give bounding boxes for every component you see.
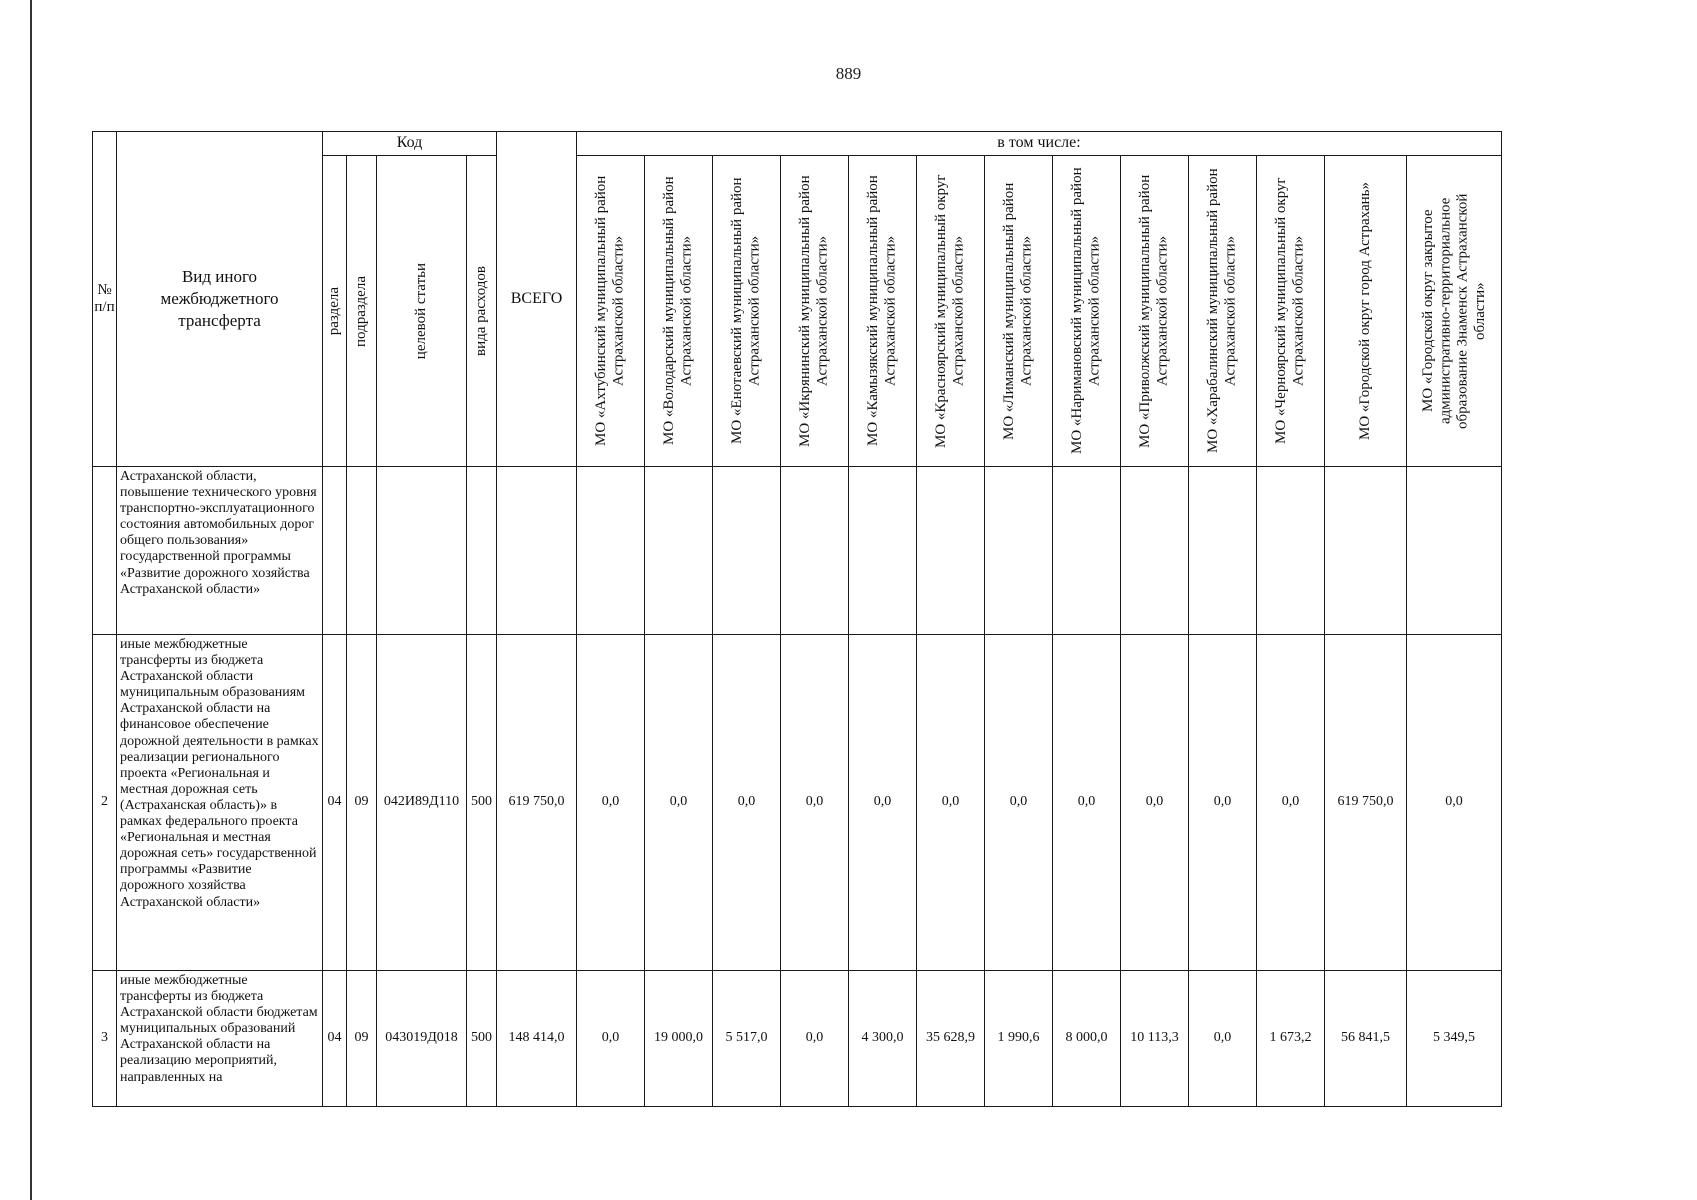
- cell-value: 0,0: [577, 635, 645, 971]
- row-num: 2: [93, 635, 117, 971]
- vid-label: вида расходов: [472, 266, 489, 356]
- cell-value: 10 113,3: [1121, 971, 1189, 1107]
- cell-total: [497, 467, 577, 635]
- col-header-razdel: [323, 156, 347, 467]
- cell-vid: [467, 467, 497, 635]
- cell-value: 0,0: [985, 635, 1053, 971]
- cell-value: 0,0: [781, 971, 849, 1107]
- cell-value: 19 000,0: [645, 971, 713, 1107]
- cell-value: 0,0: [645, 635, 713, 971]
- cell-vid: 500: [467, 635, 497, 971]
- cell-target: 043019Д018: [377, 971, 467, 1107]
- cell-value: 0,0: [1121, 635, 1189, 971]
- cell-total: 148 414,0: [497, 971, 577, 1107]
- row-desc: иные межбюджетные трансферты из бюджета Астраханской области бюджетам муниципальных образований Астраханской области на реализацию мероприятий, направленных на: [117, 971, 323, 1107]
- table-row: [93, 635, 1502, 971]
- mo-label: МО «Володарский муниципальный район Астраханской области»: [661, 176, 695, 446]
- cell-value: 0,0: [917, 635, 985, 971]
- mo-label: МО «Красноярский муниципальный округ Астраханской области»: [933, 174, 967, 448]
- mo-label: МО «Ахтубинский муниципальный район Астраханской области»: [593, 175, 627, 447]
- cell-razdel: [323, 467, 347, 635]
- cell-vid: 500: [467, 971, 497, 1107]
- col-header-mo-11: [1257, 156, 1325, 467]
- col-header-mo-3: [713, 156, 781, 467]
- col-header-mo-8: [1053, 156, 1121, 467]
- col-header-code: [323, 132, 497, 156]
- cell-value: 56 841,5: [1325, 971, 1407, 1107]
- mo-label: МО «Енотаевский муниципальный район Астраханской области»: [729, 177, 763, 445]
- col-header-mo-10: [1189, 156, 1257, 467]
- cell-value: [1325, 467, 1407, 635]
- mo-label: МО «Городской округ город Астрахань»: [1356, 182, 1373, 440]
- row-num: 3: [93, 971, 117, 1107]
- cell-value: [1189, 467, 1257, 635]
- col-header-mo-13: [1407, 156, 1502, 467]
- col-header-vid: [467, 156, 497, 467]
- cell-razdel: 04: [323, 635, 347, 971]
- col-header-mo-12: [1325, 156, 1407, 467]
- cell-value: [1407, 467, 1502, 635]
- cell-value: [917, 467, 985, 635]
- cell-value: [1053, 467, 1121, 635]
- col-header-incl: [577, 132, 1502, 156]
- cell-value: 0,0: [1257, 635, 1325, 971]
- cell-value: [1257, 467, 1325, 635]
- col-header-mo-5: [849, 156, 917, 467]
- cell-value: [781, 467, 849, 635]
- cell-value: 0,0: [1053, 635, 1121, 971]
- cell-value: 5 517,0: [713, 971, 781, 1107]
- page-number: 889: [835, 64, 862, 83]
- incl-label: в том числе:: [997, 134, 1081, 152]
- cell-total: 619 750,0: [497, 635, 577, 971]
- col-header-mo-2: [645, 156, 713, 467]
- type-label: Вид иного межбюджетного трансферта: [160, 266, 279, 331]
- cell-value: 619 750,0: [1325, 635, 1407, 971]
- cell-value: [713, 467, 781, 635]
- table-row: [93, 467, 1502, 635]
- col-header-target: [377, 156, 467, 467]
- col-header-mo-7: [985, 156, 1053, 467]
- cell-target: 042И89Д110: [377, 635, 467, 971]
- cell-value: [645, 467, 713, 635]
- cell-target: [377, 467, 467, 635]
- cell-value: 0,0: [1407, 635, 1502, 971]
- cell-value: 5 349,5: [1407, 971, 1502, 1107]
- mo-label: МО «Икрянинский муниципальный район Астраханской области»: [797, 175, 831, 447]
- cell-value: [577, 467, 645, 635]
- cell-podrazdel: 09: [347, 971, 377, 1107]
- margin-line: [30, 0, 32, 1200]
- code-label: Код: [396, 134, 423, 152]
- num-label: № п/п: [94, 281, 115, 315]
- col-header-num: [93, 132, 117, 467]
- col-header-podrazdel: [347, 156, 377, 467]
- target-label: целевой статьи: [412, 262, 429, 360]
- mo-label: МО «Харабалинский муниципальный район Астраханской области»: [1205, 168, 1239, 454]
- cell-value: 1 673,2: [1257, 971, 1325, 1107]
- cell-value: 4 300,0: [849, 971, 917, 1107]
- col-header-mo-9: [1121, 156, 1189, 467]
- razdel-label: раздела: [325, 286, 342, 336]
- cell-value: 0,0: [781, 635, 849, 971]
- cell-value: 0,0: [1189, 635, 1257, 971]
- mo-label: МО «Приволжский муниципальный район Астраханской области»: [1137, 174, 1171, 448]
- row-desc: иные межбюджетные трансферты из бюджета Астраханской области муниципальным образованиям Астраханской области на финансовое обеспечение дорожной деятельности в рамках реализации регионального проекта «Региональная и местная дорожная сеть (Астраханская область)» в рамках федерального проекта «Региональная и местная дорожная сеть» государственной программы «Развитие дорожного хозяйства Астраханской области»: [117, 635, 323, 971]
- podrazdel-label: подраздела: [352, 275, 369, 347]
- cell-value: 8 000,0: [1053, 971, 1121, 1107]
- mo-label: МО «Черноярский муниципальный округ Астраханской области»: [1273, 177, 1307, 445]
- col-header-mo-1: [577, 156, 645, 467]
- cell-value: [985, 467, 1053, 635]
- cell-podrazdel: 09: [347, 635, 377, 971]
- row-num: [93, 467, 117, 635]
- cell-podrazdel: [347, 467, 377, 635]
- col-header-mo-4: [781, 156, 849, 467]
- row-desc: Астраханской области, повышение технического уровня транспортно-эксплуатационного состояния автомобильных дорог общего пользования» государственной программы «Развитие дорожного хозяйства Астраханской области»: [117, 467, 323, 635]
- cell-value: [1121, 467, 1189, 635]
- cell-value: 0,0: [713, 635, 781, 971]
- cell-value: [849, 467, 917, 635]
- col-header-mo-6: [917, 156, 985, 467]
- mo-label: МО «Лиманский муниципальный район Астраханской области»: [1001, 182, 1035, 440]
- cell-value: 0,0: [1189, 971, 1257, 1107]
- mo-label: МО «Камызякский муниципальный район Астраханской области»: [865, 175, 899, 447]
- cell-value: 1 990,6: [985, 971, 1053, 1107]
- col-header-total: [497, 132, 577, 467]
- cell-value: 0,0: [849, 635, 917, 971]
- mo-label: МО «Городской округ закрытое административно-территориальное образование Знаменск Астраханской области»: [1419, 193, 1488, 429]
- col-header-type: [117, 132, 323, 467]
- cell-razdel: 04: [323, 971, 347, 1107]
- transfers-table: [92, 131, 1502, 1107]
- cell-value: 35 628,9: [917, 971, 985, 1107]
- table-row: [93, 971, 1502, 1107]
- cell-value: 0,0: [577, 971, 645, 1107]
- mo-label: МО «Наримановский муниципальный район Астраханской области»: [1069, 167, 1103, 455]
- total-label: ВСЕГО: [510, 289, 563, 307]
